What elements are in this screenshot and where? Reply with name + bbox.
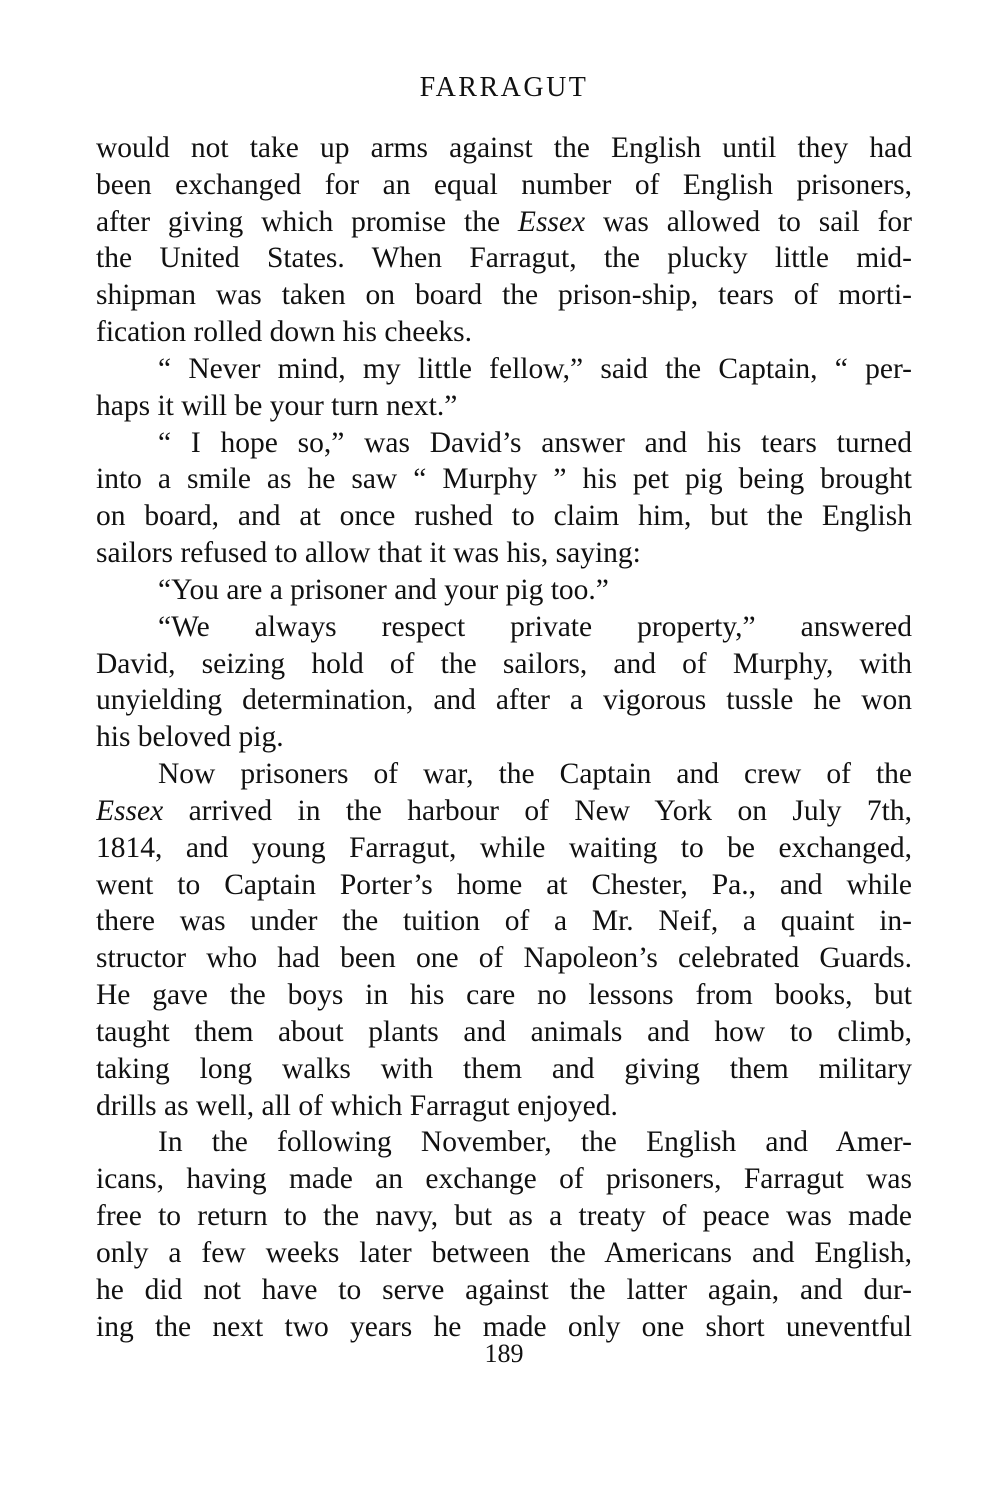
text-line: after giving which promise the Essex was allowed to sail for bbox=[96, 205, 912, 238]
text-line: “ I hope so,” was David’s answer and his tears turned bbox=[158, 426, 912, 459]
text-line: icans, having made an exchange of prisoners, Farragut was bbox=[96, 1163, 912, 1196]
text-line: the United States. When Farragut, the plucky little mid- bbox=[96, 242, 912, 275]
text-line: on board, and at once rushed to claim him, but the English bbox=[96, 500, 912, 533]
text-line: only a few weeks later between the Americans and English, bbox=[96, 1236, 912, 1269]
text-line: would not take up arms against the English until they had bbox=[96, 132, 912, 164]
text-line: He gave the boys in his care no lessons from books, but bbox=[96, 979, 912, 1012]
text-line: Now prisoners of war, the Captain and crew of the bbox=[158, 758, 912, 791]
text-line: his beloved pig. bbox=[96, 721, 284, 754]
text-line: into a smile as he saw “ Murphy ” his pet pig being brought bbox=[96, 463, 912, 496]
text-line: unyielding determination, and after a vigorous tussle he won bbox=[96, 684, 912, 717]
text-line: ing the next two years he made only one short uneventful bbox=[96, 1310, 912, 1343]
text-line: haps it will be your turn next.” bbox=[96, 389, 458, 422]
text-line: sailors refused to allow that it was his, saying: bbox=[96, 537, 641, 570]
text-line: Essex arrived in the harbour of New York on July 7th, bbox=[96, 794, 912, 827]
text-line: 1814, and young Farragut, while waiting to be exchanged, bbox=[96, 831, 912, 864]
running-head: FARRAGUT bbox=[419, 72, 589, 103]
text-line: he did not have to serve against the latter again, and dur- bbox=[96, 1273, 912, 1306]
text-line: free to return to the navy, but as a treaty of peace was made bbox=[96, 1200, 912, 1233]
text-line: taught them about plants and animals and how to climb, bbox=[96, 1015, 912, 1048]
text-line: In the following November, the English and Amer- bbox=[158, 1126, 912, 1159]
text-line: “We always respect private property,” answered bbox=[158, 610, 912, 643]
ship-name: Essex bbox=[517, 205, 586, 238]
text-line: “You are a prisoner and your pig too.” bbox=[158, 573, 609, 606]
text-line: shipman was taken on board the prison-ship, tears of morti- bbox=[96, 279, 912, 312]
text-line: went to Captain Porter’s home at Chester, Pa., and while bbox=[96, 868, 912, 901]
text-line: “ Never mind, my little fellow,” said the Captain, “ per- bbox=[158, 352, 912, 385]
ship-name: Essex bbox=[96, 794, 164, 827]
text-line: David, seizing hold of the sailors, and of Murphy, with bbox=[96, 647, 912, 680]
text-line: drills as well, all of which Farragut enjoyed. bbox=[96, 1089, 618, 1122]
text-line: fication rolled down his cheeks. bbox=[96, 316, 473, 349]
text-line: been exchanged for an equal number of English prisoners, bbox=[96, 168, 912, 201]
book-page bbox=[96, 0, 912, 1507]
body-text bbox=[96, 130, 912, 1345]
text-line: structor who had been one of Napoleon’s celebrated Guards. bbox=[96, 942, 912, 975]
text-line: there was under the tuition of a Mr. Neif, a quaint in- bbox=[96, 905, 912, 938]
text-line: taking long walks with them and giving them military bbox=[96, 1052, 912, 1085]
page-number: 189 bbox=[484, 1339, 524, 1368]
